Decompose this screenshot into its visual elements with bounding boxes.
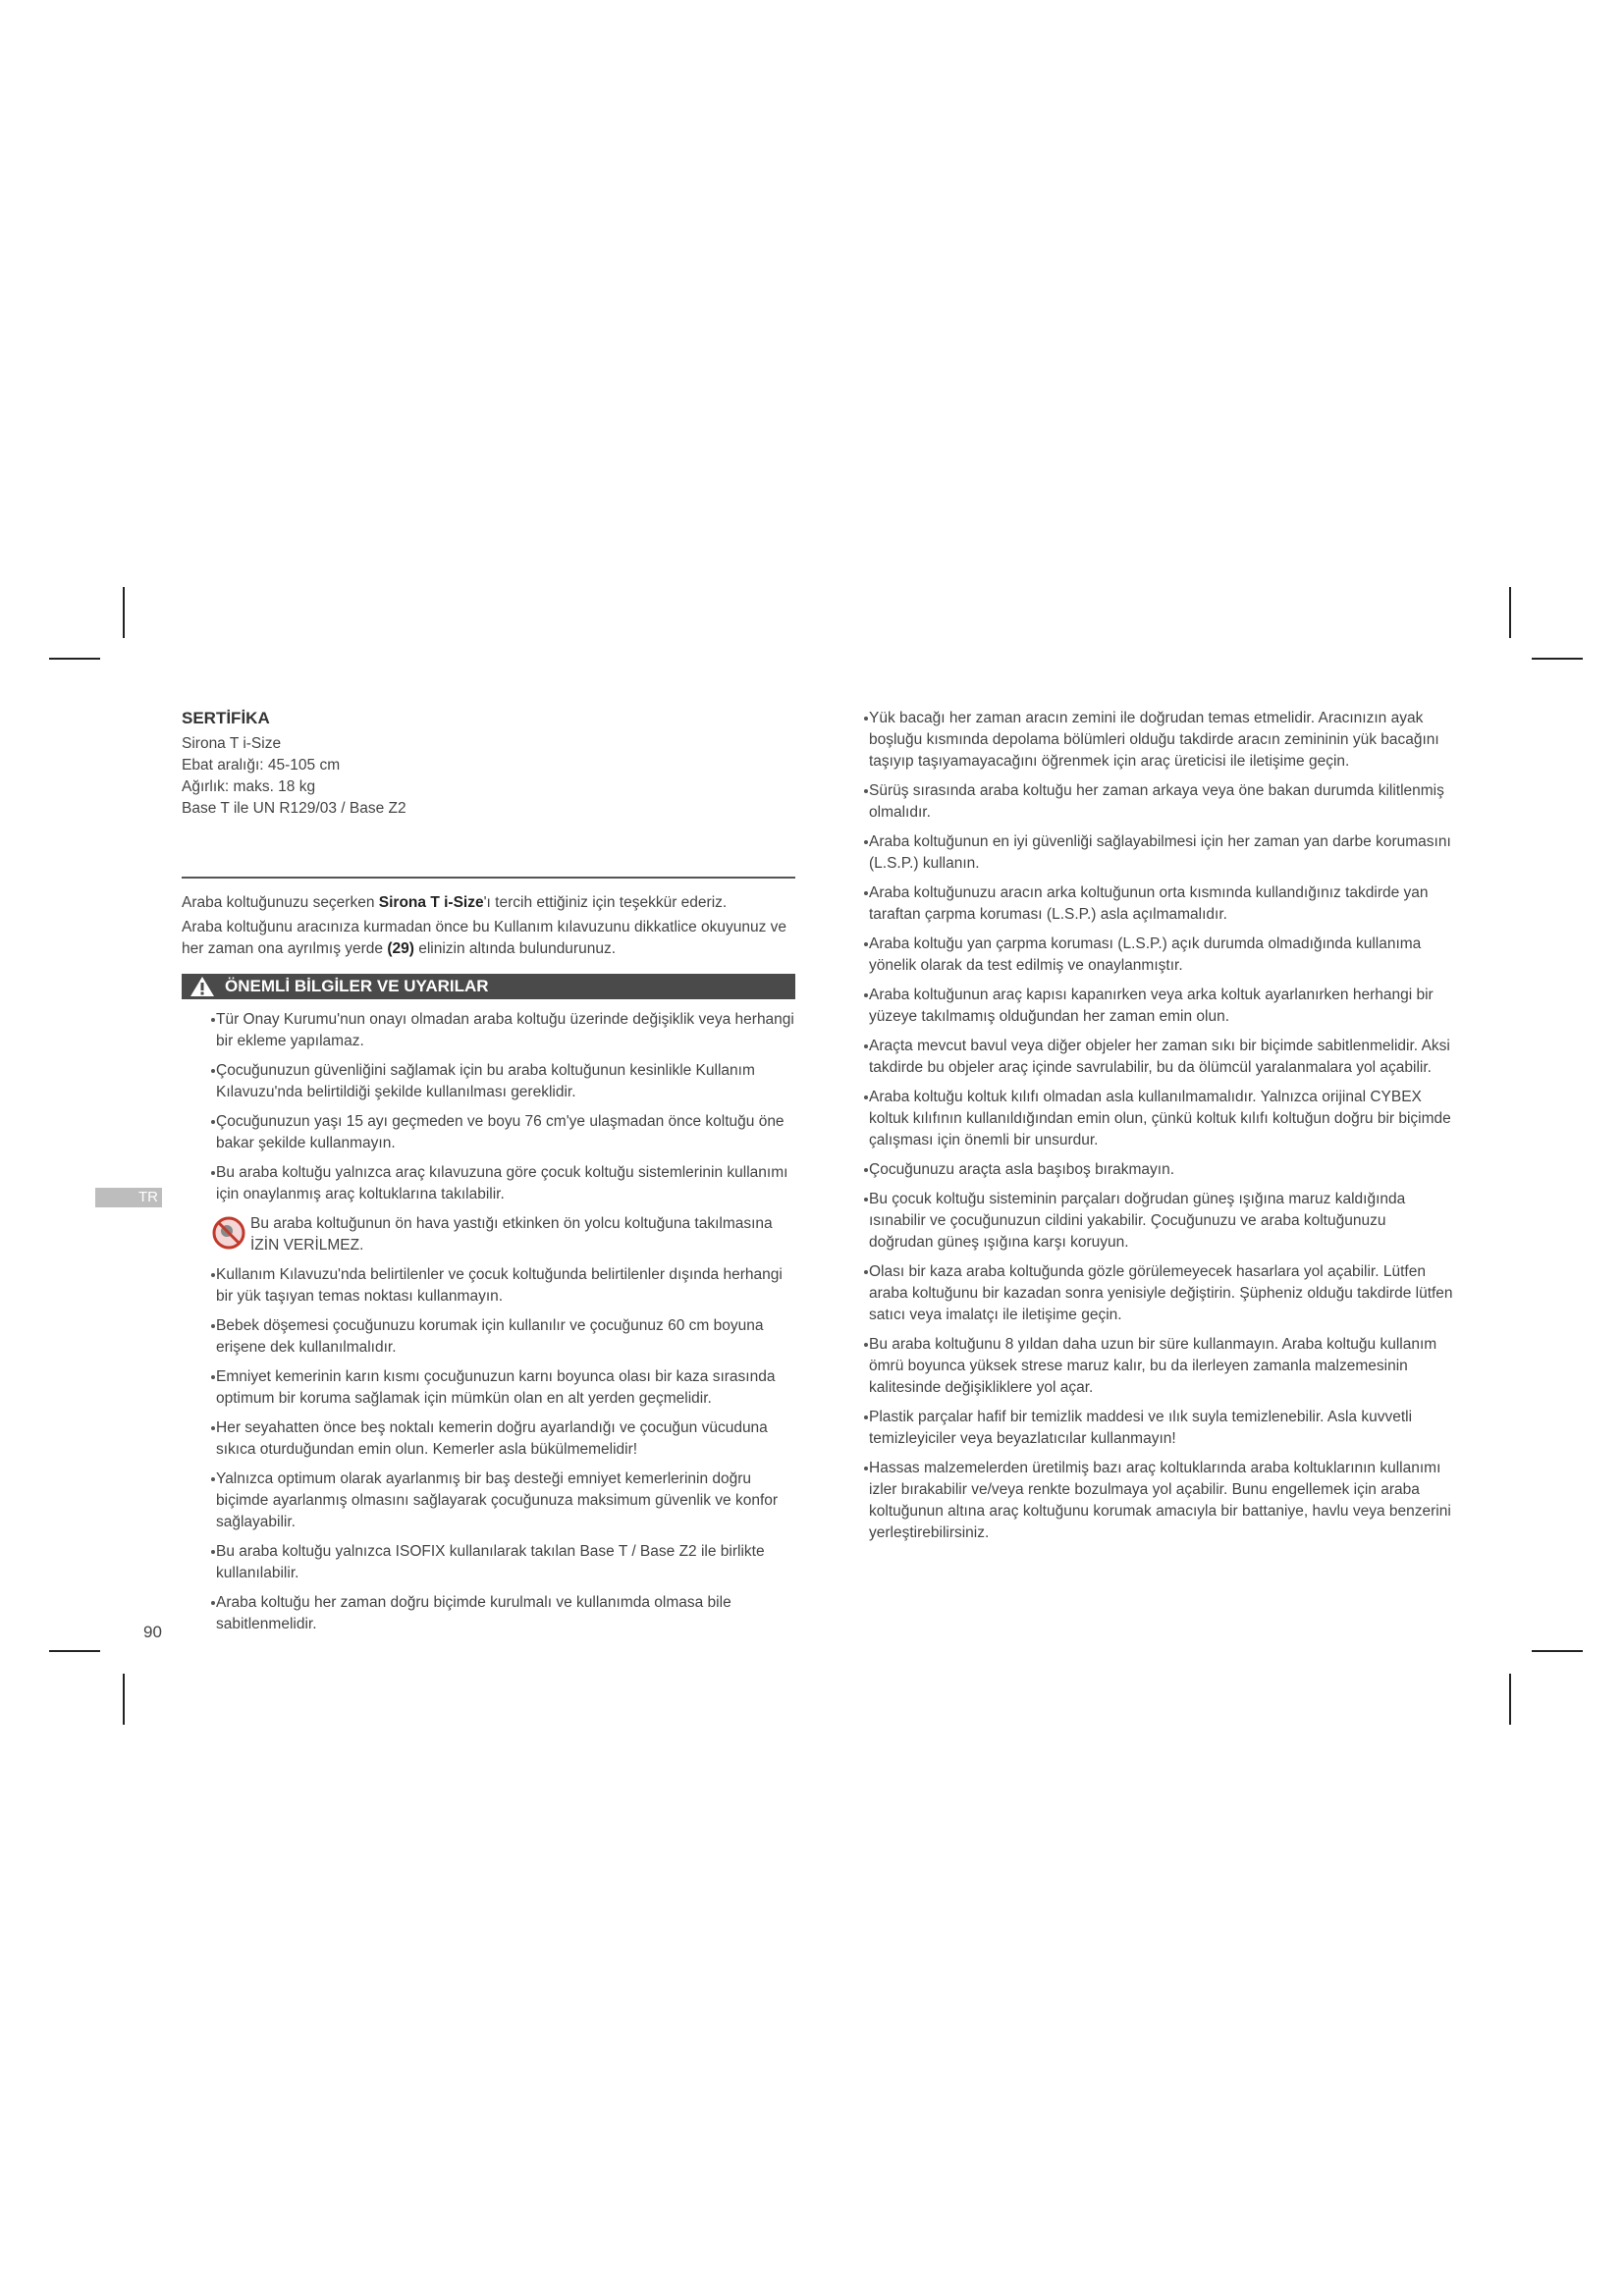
left-column	[182, 708, 795, 1643]
list-item: Bu araba koltuğunu 8 yıldan daha uzun bir süre kullanmayın. Araba koltuğu kullanım ömrü boyunca yüksek strese maruz kalır, bu da ilerleyen zamanla malzemesinin kalitesinde değişikliklere yol açar.	[864, 1334, 1453, 1399]
certification-line: Base T ile UN R129/03 / Base Z2	[182, 800, 406, 817]
list-item: Her seyahatten önce beş noktalı kemerin doğru ayarlandığı ve çocuğun vücuduna sıkıca oturduğundan emin olun. Kemerler asla bükülmemelidir!	[182, 1417, 795, 1461]
list-item: Yalnızca optimum olarak ayarlanmış bir baş desteği emniyet kemerlerinin doğru biçimde ayarlanmış olmasını sağlayarak çocuğunuza maksimum güvenlik ve konfor sağlayabilir.	[182, 1468, 795, 1533]
list-item: Araba koltuğu koltuk kılıfı olmadan asla kullanılmamalıdır. Yalnızca orijinal CYBEX koltuk kılıfının kullanıldığından emin olun, çünkü koltuk kılıfı koltuğun doğru bir biçimde çalışması için önemli bir unsurdur.	[864, 1087, 1453, 1151]
crop-mark	[1509, 587, 1511, 638]
crop-mark	[49, 658, 100, 660]
intro-text-part: Araba koltuğunu aracınıza kurmadan önce bu Kullanım kılavuzunu dikkatlice okuyunuz ve her zaman ona ayrılmış yerde	[182, 919, 787, 957]
intro-text-part: Araba koltuğunuzu seçerken	[182, 894, 379, 911]
certification-block	[182, 708, 795, 820]
intro-text-part: 'ı tercih ettiğiniz için teşekkür ederiz.	[483, 894, 728, 911]
list-item: Araba koltuğunun araç kapısı kapanırken veya arka koltuk ayarlanırken herhangi bir yüzeye takılmamış olduğundan her zaman emin olun.	[864, 985, 1453, 1028]
warnings-list-continued	[182, 1264, 795, 1635]
language-tab: TR	[95, 1188, 162, 1207]
list-item: Emniyet kemerinin karın kısmı çocuğunuzun karnı boyunca olası bir kaza sırasında optimum bir koruma sağlamak için mümkün olan en alt yerden geçmelidir.	[182, 1366, 795, 1410]
crop-mark	[1509, 1674, 1511, 1725]
airbag-warning	[182, 1213, 795, 1256]
list-item: Bu araba koltuğu yalnızca ISOFIX kullanılarak takılan Base T / Base Z2 ile birlikte kullanılabilir.	[182, 1541, 795, 1584]
certification-line: Ebat aralığı: 45-105 cm	[182, 757, 341, 774]
no-airbag-icon	[211, 1215, 246, 1251]
list-item: Tür Onay Kurumu'nun onayı olmadan araba koltuğu üzerinde değişiklik veya herhangi bir ekleme yapılamaz.	[182, 1009, 795, 1052]
list-item: Sürüş sırasında araba koltuğu her zaman arkaya veya öne bakan durumda kilitlenmiş olmalıdır.	[864, 780, 1453, 824]
intro-paragraph	[182, 892, 795, 914]
crop-mark	[1532, 1650, 1583, 1652]
intro-text	[182, 892, 795, 960]
warnings-list	[182, 1009, 795, 1205]
page-number: 90	[143, 1623, 162, 1641]
list-item: Bu araba koltuğu yalnızca araç kılavuzuna göre çocuk koltuğu sistemlerinin kullanımı için onaylanmış araç koltuklarına takılabilir.	[182, 1162, 795, 1205]
list-item: Bebek döşemesi çocuğunuzu korumak için kullanılır ve çocuğunuz 60 cm boyuna erişene dek kullanılmalıdır.	[182, 1315, 795, 1359]
list-item: Bu çocuk koltuğu sisteminin parçaları doğrudan güneş ışığına maruz kaldığında ısınabilir ve çocuğunuzun cildini yakabilir. Çocuğunuzu ve araba koltuğunuzu doğrudan güneş ışığına karşı koruyun.	[864, 1189, 1453, 1254]
crop-mark	[1532, 658, 1583, 660]
certification-line: Sirona T i-Size	[182, 735, 282, 752]
list-item: Plastik parçalar hafif bir temizlik maddesi ve ılık suyla temizlenebilir. Asla kuvvetli temizleyiciler veya beyazlatıcılar kullanmayın!	[864, 1407, 1453, 1450]
intro-text-part: elinizin altında bulundurunuz.	[413, 940, 617, 957]
list-item: Araba koltuğu yan çarpma koruması (L.S.P.) açık durumda olmadığında kullanıma yönelik olarak da test edilmiş ve onaylanmıştır.	[864, 934, 1453, 977]
intro-paragraph	[182, 917, 795, 960]
crop-mark	[49, 1650, 100, 1652]
certification-line: Ağırlık: maks. 18 kg	[182, 778, 316, 795]
warnings-title: ÖNEMLİ BİLGİLER VE UYARILAR	[225, 977, 489, 995]
list-item: Olası bir kaza araba koltuğunda gözle görülemeyecek hasarlara yol açabilir. Lütfen araba koltuğunu bir kazadan sonra yenisiyle değiştirin. Şüpheniz olduğu takdirde lütfen satıcı veya imalatçı ile iletişime geçin.	[864, 1261, 1453, 1326]
airbag-warning-text: Bu araba koltuğunun ön hava yastığı etkinken ön yolcu koltuğuna takılmasına İZİN VERİLMEZ.	[250, 1215, 773, 1254]
list-item: Araba koltuğu her zaman doğru biçimde kurulmalı ve kullanımda olmasa bile sabitlenmelidir.	[182, 1592, 795, 1635]
crop-mark	[123, 1674, 125, 1725]
list-item: Araba koltuğunun en iyi güvenliği sağlayabilmesi için her zaman yan darbe korumasını (L.S.P.) kullanın.	[864, 831, 1453, 875]
warning-icon	[189, 976, 215, 997]
warnings-list-right	[864, 708, 1453, 1544]
certification-title: SERTİFİKA	[182, 709, 270, 727]
list-item: Araba koltuğunuzu aracın arka koltuğunun orta kısmında kullandığınız takdirde yan taraftan çarpma koruması (L.S.P.) asla açılmamalıdır.	[864, 882, 1453, 926]
product-name: Sirona T i-Size	[378, 894, 484, 911]
crop-mark	[123, 587, 125, 638]
storage-reference: (29)	[387, 940, 414, 957]
divider	[182, 877, 795, 879]
list-item: Araçta mevcut bavul veya diğer objeler her zaman sıkı bir biçimde sabitlenmelidir. Aksi takdirde bu objeler araç içinde savrulabilir, bu da ölümcül yaralanmalara yol açabilir.	[864, 1036, 1453, 1079]
list-item: Yük bacağı her zaman aracın zemini ile doğrudan temas etmelidir. Aracınızın ayak boşluğu kısmında depolama bölümleri olduğu takdirde aracın zemininin yük bacağını taşıyıp taşıyamayacağını öğrenmek için araç üreticisi ile iletişime geçin.	[864, 708, 1453, 773]
list-item: Kullanım Kılavuzu'nda belirtilenler ve çocuk koltuğunda belirtilenler dışında herhangi bir yük taşıyan temas noktası kullanmayın.	[182, 1264, 795, 1308]
right-column	[864, 708, 1453, 1552]
list-item: Çocuğunuzun yaşı 15 ayı geçmeden ve boyu 76 cm'ye ulaşmadan önce koltuğu öne bakar şekilde kullanmayın.	[182, 1111, 795, 1154]
list-item: Hassas malzemelerden üretilmiş bazı araç koltuklarında araba koltuklarının kullanımı izler bırakabilir ve/veya renkte bozulmaya yol açabilir. Bunu engellemek için araba koltuğunun altına araç koltuğunu korumak amacıyla bir battaniye, havlu veya benzerini yerleştirebilirsiniz.	[864, 1458, 1453, 1544]
list-item: Çocuğunuzu araçta asla başıboş bırakmayın.	[864, 1159, 1453, 1181]
warnings-header	[182, 974, 795, 999]
list-item: Çocuğunuzun güvenliğini sağlamak için bu araba koltuğunun kesinlikle Kullanım Kılavuzu'nda belirtildiği şekilde kullanılması gereklidir.	[182, 1060, 795, 1103]
